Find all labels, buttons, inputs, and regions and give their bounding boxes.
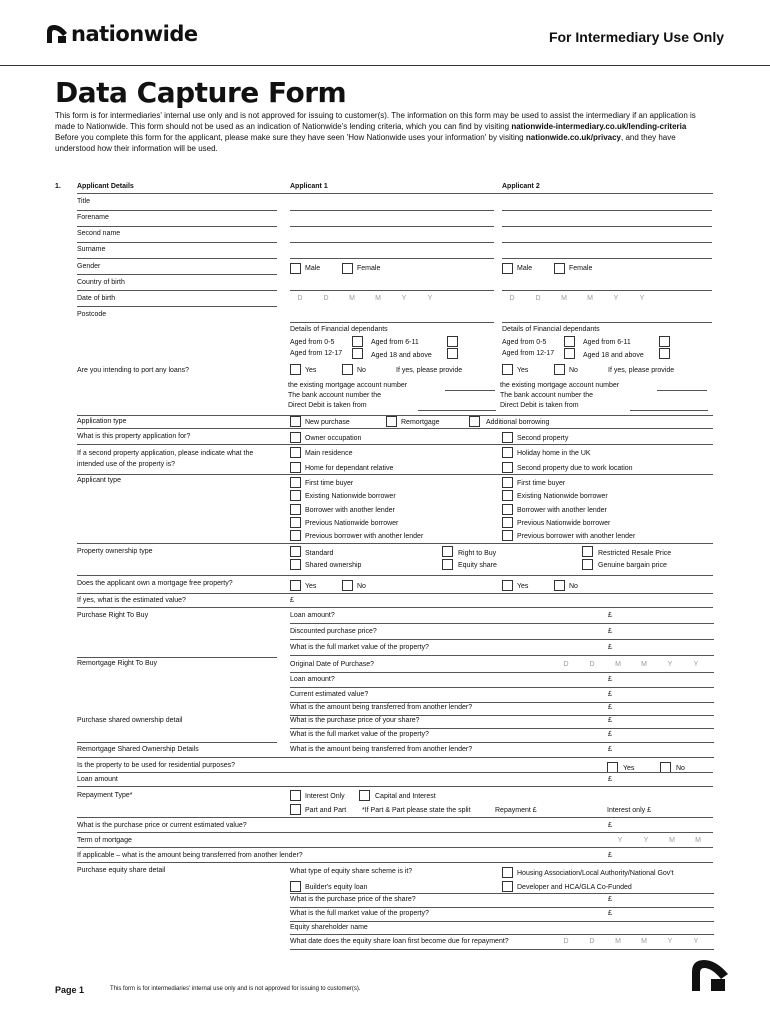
new-purchase-label: New purchase [305,419,350,426]
row-divider[interactable] [77,306,277,307]
date-cell: Y [613,295,619,302]
intermediary-tagline: For Intermediary Use Only [548,29,724,45]
applicant-2-aged-0-5-checkbox[interactable] [564,336,575,347]
applicant-type-option: Existing Nationwide borrower [517,493,608,501]
equity-market-value-line[interactable] [290,921,714,922]
aged-18-label: Aged 18 and above [583,352,644,359]
applicant-2-port-no[interactable] [554,364,565,375]
transfer-amount: What is the amount being transferred from another lender? [290,704,473,711]
equity-share-price: What is the purchase price of the share? [290,896,416,903]
shared-ownership-checkbox[interactable] [290,559,301,570]
second-work-label: Second property due to work location [517,465,633,472]
applicant-1-type-4[interactable] [290,530,301,541]
applicant-2-aged-12-17-checkbox[interactable] [564,348,575,359]
original-purchase-date[interactable] [553,661,709,668]
applicant-1-type-1[interactable] [290,490,301,501]
second-property-checkbox[interactable] [502,432,513,443]
bank-account-label: The bank account number the [500,392,594,399]
page-number: Page 1 [55,985,85,995]
application-for-label: What is this property application for? [77,433,191,440]
direct-debit-label: Direct Debit is taken from [288,402,367,409]
applicant-2-type-2[interactable] [502,504,513,515]
housing-association-checkbox[interactable] [502,867,513,878]
aged-18-label: Aged 18 and above [371,352,432,359]
applicant-1-type-2[interactable] [290,504,301,515]
row-divider[interactable] [77,210,277,211]
right-to-buy-label: Right to Buy [458,550,497,557]
applicant-1-dependants-heading: Details of Financial dependants [290,326,388,333]
applicant-2-port-yes[interactable] [502,364,513,375]
applicant-2-type-1[interactable] [502,490,513,501]
intro-p2: Before you complete this form for the applicant, please make sure they have seen 'How Nationwide uses your information' by visiting [55,133,524,142]
applicant-2-dependants-heading: Details of Financial dependants [502,326,600,333]
yes-label: Yes [517,583,529,590]
date-cell: Y [639,295,645,302]
mortgage-term[interactable] [607,837,711,844]
applicant-2-input[interactable] [502,290,712,291]
applicant-1-mf-no[interactable] [342,580,353,591]
applicant-type-option: First time buyer [517,480,566,487]
interest-only-split-label: Interest only £ [607,807,651,814]
applicant-2-input[interactable] [502,258,712,259]
repayment-date-line[interactable] [290,949,714,950]
row-divider[interactable] [77,242,277,243]
equity-share-price-line[interactable] [290,907,714,908]
equity-shareholder-label: Equity shareholder name [290,924,368,931]
loan-amount-label: Loan amount [77,776,118,783]
date-cell: Y [693,661,699,668]
ownership-type-label: Property ownership type [77,548,153,555]
developer-hca-checkbox[interactable] [502,881,513,892]
holiday-home-label: Holiday home in the UK [517,450,591,457]
row-divider[interactable] [77,657,277,658]
applicant-1-input[interactable] [290,322,494,323]
no-label: No [357,367,366,374]
no-label: No [569,367,578,374]
applicant-2-mortgage-account-input[interactable] [657,390,707,391]
owner-occupation-label: Owner occupation [305,435,362,442]
date-cell: Y [667,938,673,945]
yes-label: Yes [623,765,635,772]
field-label-postcode: Postcode [77,311,107,318]
rtb-discounted-price: Discounted purchase price? [290,628,377,635]
applicant-2-aged-18-checkbox[interactable] [659,348,670,359]
row-divider[interactable] [77,607,713,608]
brand-logo [46,22,198,46]
applicant-1-port-yes[interactable] [290,364,301,375]
new-purchase-checkbox[interactable] [290,416,301,427]
port-question: Are you intending to port any loans? [77,367,190,374]
date-cell: Y [643,837,649,844]
date-cell: M [615,661,621,668]
part-split-note: *If Part & Part please state the split [362,807,471,814]
date-cell: D [563,661,569,668]
pound-sign: £ [608,910,612,917]
original-purchase-date-label: Original Date of Purchase? [290,661,375,668]
share-purchase-price-line[interactable] [290,728,714,729]
remortgage-rtb-label: Remortgage Right To Buy [77,660,158,667]
row-divider[interactable] [77,593,713,594]
builders-equity-checkbox[interactable] [290,881,301,892]
applicant-2-mf-no[interactable] [554,580,565,591]
applicant-2-male-checkbox[interactable] [502,263,513,274]
field-label-gender: Gender [77,263,101,270]
genuine-bargain-checkbox[interactable] [582,559,593,570]
row-divider[interactable] [77,862,713,863]
yes-label: Yes [305,367,317,374]
applicant-1-input[interactable] [290,210,494,211]
share-market-value-line[interactable] [290,742,714,743]
remortgage-loan-amount: Loan amount? [290,676,335,683]
date-cell: M [561,295,567,302]
applicant-1-input[interactable] [290,226,494,227]
date-cell: M [615,938,621,945]
row-divider[interactable] [77,786,713,787]
female-label: Female [569,265,593,272]
applicant-2-heading: Applicant 2 [502,183,540,190]
nationwide-roof-icon [46,24,68,44]
applicant-2-female-checkbox[interactable] [554,263,565,274]
restricted-resale-label: Restricted Resale Price [598,550,672,557]
date-cell: Y [401,295,407,302]
row-divider[interactable] [77,474,713,475]
date-cell: Y [427,295,433,302]
shared-transfer-amount: What is the amount being transferred from another lender? [290,746,473,753]
main-residence-checkbox[interactable] [290,447,301,458]
rtb-section-label: Purchase Right To Buy [77,612,149,619]
developer-hca-label: Developer and HCA/GLA Co-Funded [517,884,632,891]
applicant-1-mf-yes[interactable] [290,580,301,591]
restricted-resale-checkbox[interactable] [582,546,593,557]
date-cell: D [323,295,329,302]
row-divider[interactable] [77,817,713,818]
applicant-2-bank-account-input[interactable] [630,410,708,411]
second-property-use-label: If a second property application, please indicate what the intended use of the property is? [77,450,254,468]
applicant-1-input[interactable] [290,290,494,291]
brand-name: nationwide [71,22,198,46]
applicant-2-type-3[interactable] [502,517,513,528]
date-cell: M [349,295,355,302]
transfer-amount-line[interactable] [290,715,714,716]
date-cell: M [587,295,593,302]
application-type-label: Application type [77,418,127,425]
date-cell: M [641,661,647,668]
share-market-value: What is the full market value of the property? [290,731,429,738]
second-property-label: Second property [517,435,569,442]
field-label-title: Title [77,198,90,205]
applicant-type-option: Previous borrower with another lender [305,533,424,541]
date-cell: D [563,938,569,945]
date-cell: Y [667,661,673,668]
transfer-question: If applicable – what is the amount being transferred from another lender? [77,852,303,859]
pound-sign: £ [608,776,612,783]
pound-sign: £ [608,628,612,635]
intro-p1: This form is for intermediaries' internal use only and is not approved for issuing to customer(s). The information on this form may be used to assist the intermediary if an application is made to Nationwide. This form should not be used as an indication of Nationwide's lending criteria, which you can find by visiting [55,111,696,131]
no-label: No [676,765,685,772]
row-divider[interactable] [77,226,277,227]
applicant-1-port-no[interactable] [342,364,353,375]
equity-repayment-date[interactable] [553,938,709,945]
mortgage-account-label: the existing mortgage account number [288,382,408,389]
pound-sign: £ [608,822,612,829]
purchase-date-line[interactable] [290,672,714,673]
interest-only-label: Interest Only [305,793,345,800]
applicant-1-aged-0-5-checkbox[interactable] [352,336,363,347]
applicant-type-option: Previous Nationwide borrower [305,519,399,527]
applicant-2-input[interactable] [502,226,712,227]
applicant-2-type-4[interactable] [502,530,513,541]
aged-0-5-label: Aged from 0-5 [502,339,547,346]
remortgage-loan-amount-line[interactable] [290,687,714,688]
rtb-loan-amount: Loan amount? [290,612,335,619]
applicant-1-heading: Applicant 1 [290,183,328,190]
part-and-part-label: Part and Part [305,807,347,814]
applicant-2-aged-6-11-checkbox[interactable] [659,336,670,347]
owner-occupation-checkbox[interactable] [290,432,301,443]
additional-borrowing-label: Additional borrowing [486,419,550,426]
rtb-market-value: What is the full market value of the property? [290,644,429,651]
date-cell: M [695,837,701,844]
pound-sign: £ [608,676,612,683]
field-label-country-of-birth: Country of birth [77,279,125,286]
equity-share-label: Purchase equity share detail [77,867,166,874]
row-divider[interactable] [77,258,277,259]
section-number: 1. [55,183,61,190]
male-label: Male [305,265,321,272]
applicant-type-option: Existing Nationwide borrower [305,493,396,501]
section-divider[interactable] [77,193,713,194]
equity-share-checkbox[interactable] [442,559,453,570]
repayment-type-label: Repayment Type* [77,792,133,799]
pound-sign: £ [608,746,612,753]
aged-0-5-label: Aged from 0-5 [290,339,335,346]
row-divider[interactable] [77,543,713,544]
field-label-surname: Surname [77,246,106,253]
applicant-2-input[interactable] [502,210,712,211]
shareholder-line[interactable] [290,934,714,935]
row-divider[interactable] [77,575,713,576]
bank-account-label: The bank account number the [288,392,382,399]
pound-sign: £ [608,644,612,651]
interest-only-checkbox[interactable] [290,790,301,801]
section-heading: Applicant Details [77,183,134,190]
row-divider[interactable] [77,274,277,275]
repayment-split-label: Repayment £ [495,807,537,814]
equity-market-value: What is the full market value of the property? [290,910,429,917]
intro-text [55,110,717,154]
applicant-1-type-0[interactable] [290,477,301,488]
row-divider[interactable] [77,847,713,848]
price-or-value-label: What is the purchase price or current estimated value? [77,822,247,829]
home-dependant-checkbox[interactable] [290,462,301,473]
equity-scheme-line[interactable] [290,893,714,894]
intro-p2-end: , and they have understood how their information will be used. [55,133,676,153]
row-divider[interactable] [77,772,713,773]
nationwide-corner-icon [690,958,730,992]
applicant-1-input[interactable] [290,258,494,259]
privacy-link[interactable]: nationwide.co.uk/privacy [525,133,621,142]
additional-borrowing-checkbox[interactable] [469,416,480,427]
applicant-2-type-0[interactable] [502,477,513,488]
pound-sign: £ [608,612,612,619]
mortgage-account-label: the existing mortgage account number [500,382,620,389]
if-yes-label: If yes, please provide [608,367,675,374]
home-dependant-label: Home for dependant relative [305,465,394,472]
shared-purchase-label: Purchase shared ownership detail [77,717,183,724]
applicant-type-label: Applicant type [77,477,121,484]
applicant-1-dob[interactable] [287,295,443,302]
equity-scheme-question: What type of equity share scheme is it? [290,868,413,875]
estimated-value-label: If yes, what is the estimated value? [77,597,186,604]
pound-sign: £ [290,597,294,604]
pound-sign: £ [608,731,612,738]
housing-association-label: Housing Association/Local Authority/National Gov't [517,870,674,877]
applicant-1-aged-18-checkbox[interactable] [447,348,458,359]
genuine-bargain-label: Genuine bargain price [598,562,667,569]
date-cell: Y [693,938,699,945]
remortgage-label: Remortgage [401,419,440,426]
female-label: Female [357,265,381,272]
date-cell: D [297,295,303,302]
row-divider[interactable] [77,757,713,758]
no-label: No [357,583,366,590]
second-work-checkbox[interactable] [502,462,513,473]
aged-12-17-label: Aged from 12-17 [290,350,343,357]
date-cell: M [375,295,381,302]
date-cell: D [589,938,595,945]
remortgage-checkbox[interactable] [386,416,397,427]
field-label-date-of-birth: Date of birth [77,295,116,302]
applicant-1-type-3[interactable] [290,517,301,528]
page-title: Data Capture Form [55,76,347,109]
mortgage-free-question: Does the applicant own a mortgage free property? [77,580,233,587]
date-cell: D [535,295,541,302]
rtb-loan-amount-line[interactable] [290,623,714,624]
equity-repayment-date-label: What date does the equity share loan first become due for repayment? [290,938,509,945]
applicant-type-option: First time buyer [305,480,354,487]
yes-label: Yes [305,583,317,590]
date-cell: D [589,661,595,668]
applicant-type-option: Borrower with another lender [517,506,607,514]
pound-sign: £ [608,852,612,859]
applicant-1-bank-account-input[interactable] [418,410,496,411]
applicant-1-aged-6-11-checkbox[interactable] [447,336,458,347]
applicant-type-option: Borrower with another lender [305,506,395,514]
row-divider[interactable] [77,444,713,445]
date-cell: Y [617,837,623,844]
field-label-forename: Forename [77,214,109,221]
pound-sign: £ [608,704,612,711]
standard-checkbox[interactable] [290,546,301,557]
applicant-1-female-checkbox[interactable] [342,263,353,274]
standard-label: Standard [305,550,334,557]
capital-interest-label: Capital and Interest [375,793,436,800]
date-cell: M [641,938,647,945]
applicant-2-input[interactable] [502,322,712,323]
part-and-part-checkbox[interactable] [290,804,301,815]
date-cell: D [509,295,515,302]
applicant-2-mf-yes[interactable] [502,580,513,591]
rtb-market-value-line[interactable] [290,655,714,656]
current-estimated-value-line[interactable] [290,702,714,703]
shared-ownership-label: Shared ownership [305,562,362,569]
applicant-2-dob[interactable] [499,295,655,302]
current-estimated-value: Current estimated value? [290,691,369,698]
direct-debit-label: Direct Debit is taken from [500,402,579,409]
aged-6-11-label: Aged from 6-11 [371,339,419,346]
male-label: Male [517,265,533,272]
field-label-second-name: Second name [77,230,121,237]
no-label: No [569,583,578,590]
applicant-1-input[interactable] [290,242,494,243]
applicant-2-input[interactable] [502,242,712,243]
rtb-discounted-price-line[interactable] [290,639,714,640]
applicant-1-aged-12-17-checkbox[interactable] [352,348,363,359]
applicant-type-option: Previous Nationwide borrower [517,519,611,527]
row-divider[interactable] [77,428,713,429]
if-yes-label: If yes, please provide [396,367,463,374]
row-divider[interactable] [77,290,277,291]
main-residence-label: Main residence [305,450,353,457]
builders-equity-label: Builder's equity loan [305,884,368,891]
page-header [0,0,770,66]
aged-6-11-label: Aged from 6-11 [583,339,631,346]
pound-sign: £ [608,691,612,698]
row-divider[interactable] [77,832,713,833]
shared-remortgage-label: Remortgage Shared Ownership Details [77,746,199,753]
date-cell: M [669,837,675,844]
term-label: Term of mortgage [77,837,132,844]
applicant-1-male-checkbox[interactable] [290,263,301,274]
share-purchase-price: What is the purchase price of your share? [290,717,420,724]
aged-12-17-label: Aged from 12-17 [502,350,555,357]
yes-label: Yes [517,367,529,374]
residential-question: Is the property to be used for residential purposes? [77,762,235,769]
applicant-1-mortgage-account-input[interactable] [445,390,495,391]
applicant-type-option: Previous borrower with another lender [517,533,636,541]
lending-criteria-link[interactable]: nationwide-intermediary.co.uk/lending-criteria [511,122,687,131]
holiday-home-checkbox[interactable] [502,447,513,458]
footer-disclaimer: This form is for intermediaries' internal use only and is not approved for issuing to customer(s). [110,986,361,992]
pound-sign: £ [608,717,612,724]
row-divider[interactable] [77,742,277,743]
right-to-buy-checkbox[interactable] [442,546,453,557]
equity-share-label: Equity share [458,562,497,569]
pound-sign: £ [608,896,612,903]
capital-interest-checkbox[interactable] [359,790,370,801]
